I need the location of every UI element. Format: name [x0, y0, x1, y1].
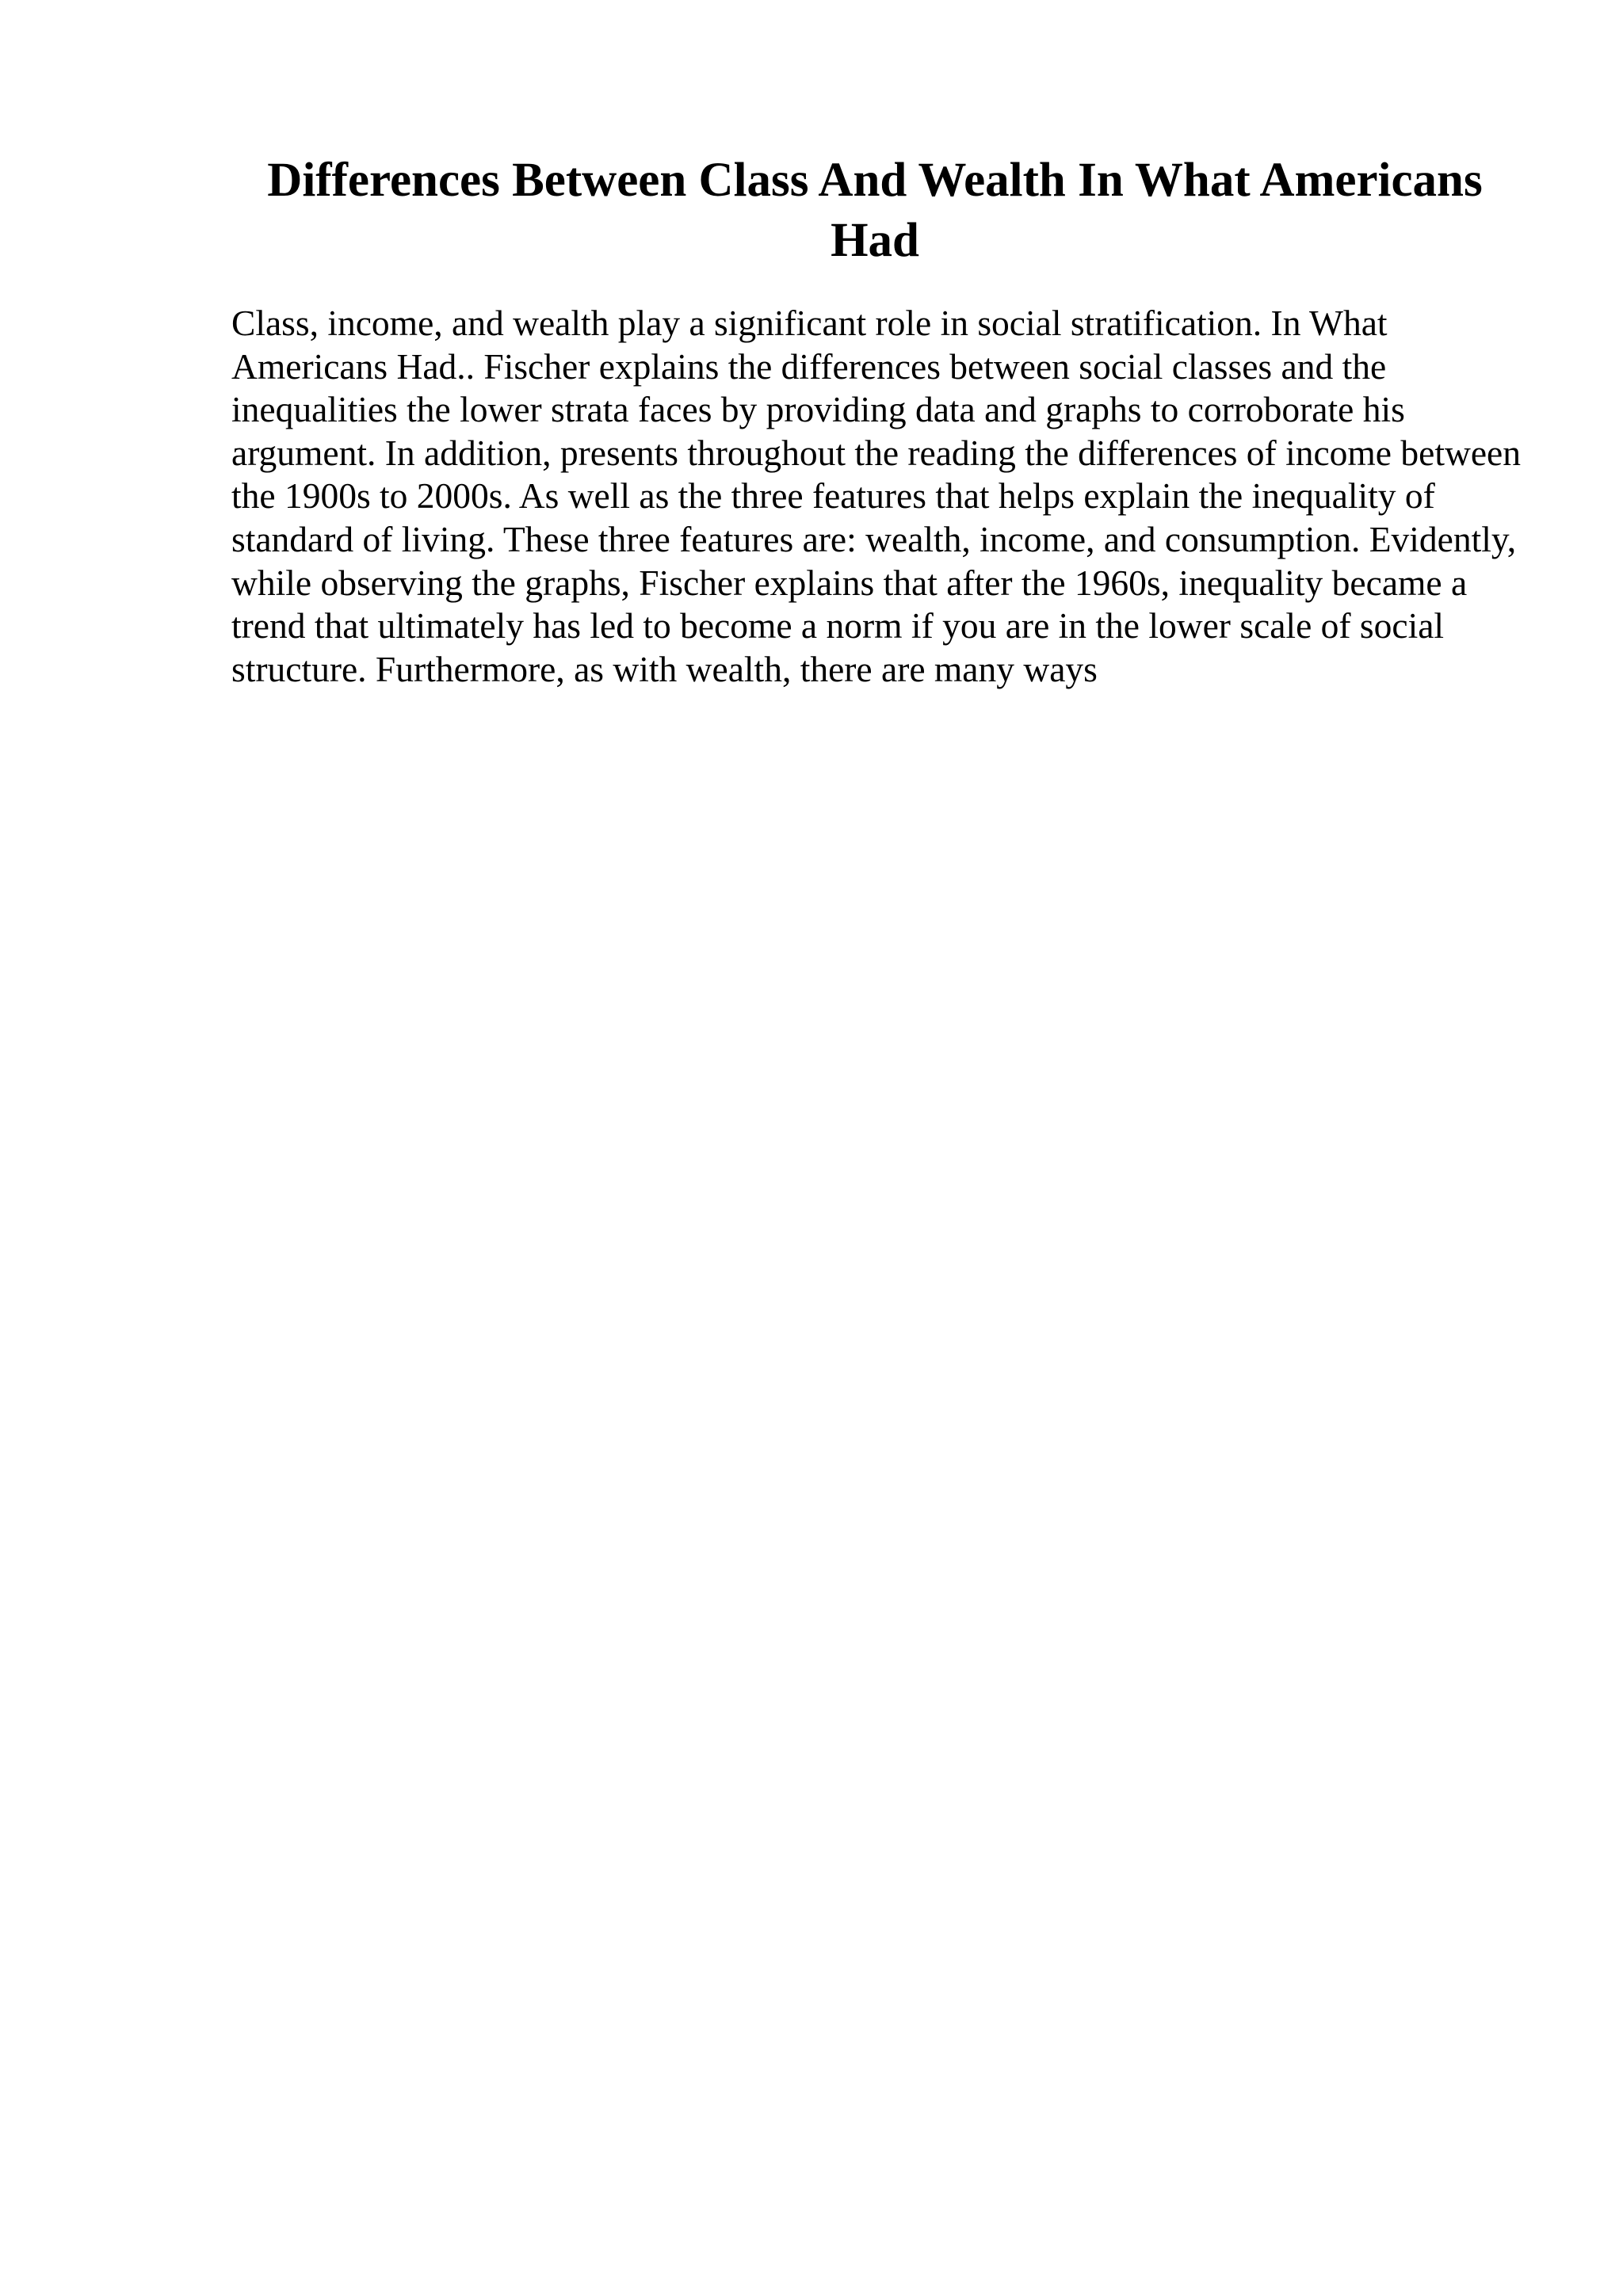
document-title: Differences Between Class And Wealth In What Americans Had: [267, 154, 1483, 267]
body-paragraph: Class, income, and wealth play a significant role in social stratification. In What Americans Had.. Fischer explains the differences between social classes and the inequalities the lower strata faces by providing data and graphs to corroborate his argument. In addition, presents throughout the reading the differences of income between the 1900s to 2000s. As well as the three features that helps explain the inequality of standard of living. These three features are: wealth, income, and consumption. Evidently, while observing the graphs, Fischer explains that after the 1960s, inequality became a trend that ultimately has led to become a norm if you are in the lower scale of social structure. Furthermore, as with wealth, there are many ways: [231, 303, 1521, 689]
